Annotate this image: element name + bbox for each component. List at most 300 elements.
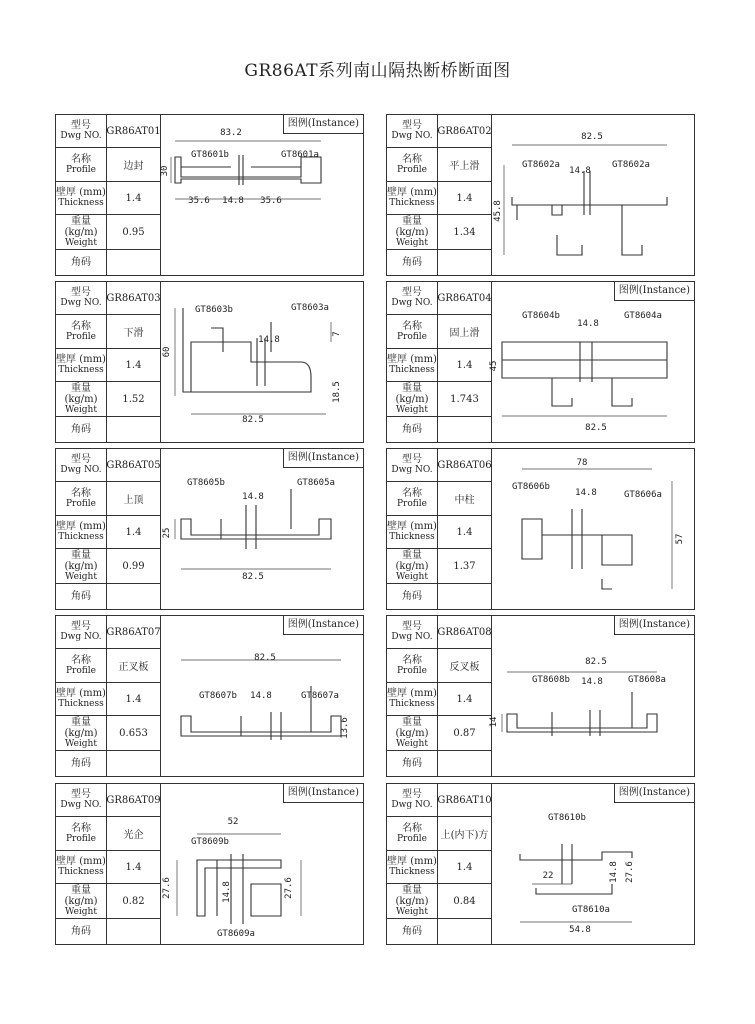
spec-label-cn: 型号 [71, 120, 91, 131]
thickness-row [387, 683, 491, 716]
profile-drawing [489, 282, 694, 442]
spec-label [387, 584, 438, 609]
spec-label [387, 616, 438, 648]
dimension-value: 14.8 [577, 319, 599, 329]
spec-value: 0.87 [453, 727, 476, 739]
profile-drawing [489, 616, 694, 776]
weight-row [56, 716, 160, 751]
spec-value [438, 919, 491, 944]
spec-label-en: Dwg NO. [391, 465, 433, 475]
spec-label-en: Dwg NO. [391, 131, 433, 141]
spec-label [387, 482, 438, 515]
spec-label-en: Profile [397, 665, 427, 676]
spec-label-en: Weight [65, 404, 97, 415]
dimension-value: 7 [332, 331, 342, 337]
spec-label-cn: 角码 [71, 758, 91, 769]
spec-label-en: Profile [66, 665, 96, 676]
spec-value: GR86AT08 [437, 626, 492, 638]
spec-label [56, 784, 107, 816]
spec-label-cn: 名称 [71, 153, 91, 165]
spec-label-cn: 角码 [71, 424, 91, 435]
spec-label-en: Weight [65, 571, 97, 582]
spec-label [56, 417, 107, 442]
spec-label-en: Thickness [58, 365, 104, 375]
spec-label-cn: 名称 [71, 822, 91, 834]
spec-value: 1.4 [125, 693, 142, 705]
dwg-row [56, 784, 160, 817]
dimension-value: 35.6 [260, 196, 282, 206]
spec-label [387, 884, 438, 918]
spec-label-cn: 壁厚 (mm) [56, 688, 106, 699]
weight-row [56, 215, 160, 250]
spec-label-en: Thickness [58, 532, 104, 542]
spec-label [387, 382, 438, 416]
profile-card [386, 783, 695, 945]
corner-row [387, 919, 491, 944]
spec-label-cn: 名称 [402, 654, 422, 666]
thickness-row [56, 182, 160, 215]
spec-label-cn: 名称 [402, 153, 422, 165]
dimension-value: 82.5 [581, 132, 603, 142]
spec-label [56, 148, 107, 181]
spec-label-cn: 型号 [402, 454, 422, 465]
spec-label-en: Thickness [389, 198, 435, 208]
spec-label [387, 250, 438, 275]
profile-card [386, 615, 695, 777]
spec-value [107, 250, 160, 275]
dwg-row [387, 449, 491, 482]
dimension-value: 52 [227, 817, 239, 827]
spec-table [56, 449, 161, 609]
spec-label [387, 115, 438, 147]
dimension-value: 14.8 [581, 677, 603, 687]
thickness-row [56, 516, 160, 549]
spec-label [387, 282, 438, 314]
spec-label [56, 516, 107, 548]
spec-label-en: Dwg NO. [391, 632, 433, 642]
dimension-value: 83.2 [220, 128, 242, 138]
spec-value: GR86AT07 [106, 626, 161, 638]
corner-row [387, 250, 491, 275]
spec-label-cn: 重量 (kg/m) [395, 716, 429, 739]
spec-label-cn: 重量 (kg/m) [395, 382, 429, 405]
dwg-row [56, 282, 160, 315]
spec-label [56, 449, 107, 481]
profile-drawing [161, 282, 363, 442]
weight-row [387, 215, 491, 250]
spec-label-cn: 重量 (kg/m) [64, 884, 98, 907]
spec-label-cn: 重量 (kg/m) [64, 382, 98, 405]
spec-label [56, 584, 107, 609]
weight-row [56, 884, 160, 919]
spec-label [387, 349, 438, 381]
spec-label-cn: 名称 [402, 320, 422, 332]
spec-value: GR86AT02 [437, 125, 492, 137]
spec-value: 0.653 [119, 727, 148, 739]
strip-label: GT8606a [624, 490, 662, 500]
spec-label-cn: 名称 [402, 822, 422, 834]
spec-table [387, 115, 492, 275]
strip-label: GT8607a [301, 691, 339, 701]
spec-label [387, 851, 438, 883]
profile-outline [512, 171, 667, 255]
spec-label-en: Weight [396, 571, 428, 582]
spec-label-en: Thickness [58, 198, 104, 208]
spec-label-en: Dwg NO. [60, 298, 102, 308]
dimension-value: 25 [162, 527, 172, 539]
spec-label [387, 549, 438, 583]
spec-label-en: Profile [66, 164, 96, 175]
spec-value: 正叉板 [118, 662, 149, 673]
dimension-value: 82.5 [585, 423, 607, 433]
spec-label-en: Weight [65, 738, 97, 749]
spec-label [387, 817, 438, 850]
strip-label: GT8603a [291, 303, 329, 313]
profile-drawing [492, 115, 694, 275]
strip-label: GT8602a [522, 160, 560, 170]
strip-label: GT8606b [512, 482, 550, 492]
spec-label [387, 716, 438, 750]
profile-card [55, 448, 364, 610]
spec-value: GR86AT01 [106, 125, 161, 137]
spec-value: 1.4 [125, 192, 142, 204]
spec-value: 0.99 [122, 560, 145, 572]
dimension-value: 14.8 [242, 492, 264, 502]
spec-label-cn: 角码 [402, 591, 422, 602]
spec-label-cn: 型号 [402, 120, 422, 131]
dimension-value: 57 [675, 533, 685, 545]
dimension-value: 60 [162, 346, 172, 358]
spec-value: 1.4 [125, 359, 142, 371]
spec-label [56, 115, 107, 147]
spec-value: 1.4 [125, 526, 142, 538]
spec-label-cn: 角码 [402, 257, 422, 268]
spec-label-en: Thickness [58, 699, 104, 709]
dimension-value: 54.8 [569, 925, 591, 935]
dimension-value: 82.5 [585, 657, 607, 667]
profile-card [55, 281, 364, 443]
spec-label [56, 716, 107, 750]
spec-value: 上(内下)方 [440, 830, 489, 841]
spec-value: 1.4 [456, 359, 473, 371]
dimension-value: 13.6 [340, 717, 350, 739]
profile-outline [502, 342, 667, 406]
spec-value: 0.95 [122, 226, 145, 238]
spec-label-en: Thickness [389, 699, 435, 709]
profile-outline [183, 308, 311, 392]
profile-drawing [492, 449, 694, 609]
profile-card [55, 114, 364, 276]
spec-label [56, 919, 107, 944]
profile-drawing [161, 784, 363, 944]
corner-row [387, 584, 491, 609]
spec-label-cn: 型号 [402, 789, 422, 800]
profile-card [55, 615, 364, 777]
spec-table [56, 784, 161, 944]
spec-label-cn: 角码 [402, 424, 422, 435]
spec-label-en: Profile [397, 331, 427, 342]
spec-label [387, 784, 438, 816]
spec-label [56, 315, 107, 348]
spec-label-cn: 名称 [71, 654, 91, 666]
spec-label-en: Weight [396, 404, 428, 415]
profile-row [56, 315, 160, 349]
dwg-row [387, 616, 491, 649]
spec-label-en: Thickness [58, 867, 104, 877]
strip-label: GT8610a [572, 905, 610, 915]
profile-outline [507, 692, 657, 736]
spec-value: 1.4 [456, 693, 473, 705]
strip-label: GT8601b [191, 150, 229, 160]
dimension-value: 45.8 [493, 200, 503, 222]
corner-row [56, 417, 160, 442]
profile-row [56, 482, 160, 516]
spec-table [56, 282, 161, 442]
spec-value [107, 417, 160, 442]
spec-label [56, 182, 107, 214]
spec-value: 边封 [123, 161, 144, 172]
spec-label-en: Profile [66, 498, 96, 509]
spec-label-cn: 重量 (kg/m) [64, 716, 98, 739]
spec-label [387, 751, 438, 776]
spec-label [56, 482, 107, 515]
spec-value: 1.4 [125, 861, 142, 873]
spec-label [56, 549, 107, 583]
corner-row [56, 250, 160, 275]
instance-legend: 图例(Instance) [283, 616, 363, 635]
spec-label [387, 315, 438, 348]
profile-card [386, 448, 695, 610]
profile-row [387, 315, 491, 349]
spec-label-cn: 型号 [71, 287, 91, 298]
spec-label [387, 516, 438, 548]
strip-label: GT8601a [281, 150, 319, 160]
spec-label-cn: 壁厚 (mm) [387, 354, 437, 365]
profile-card [386, 281, 695, 443]
spec-label [56, 382, 107, 416]
spec-label [387, 215, 438, 249]
thickness-row [387, 851, 491, 884]
spec-label-en: Thickness [389, 867, 435, 877]
corner-row [56, 919, 160, 944]
spec-value: 1.743 [450, 393, 479, 405]
dimension-value: 30 [160, 165, 170, 177]
spec-label [56, 282, 107, 314]
profile-row [56, 817, 160, 851]
dwg-row [387, 282, 491, 315]
spec-value: GR86AT04 [437, 292, 492, 304]
spec-label-en: Dwg NO. [391, 298, 433, 308]
spec-table [56, 115, 161, 275]
profile-row [387, 148, 491, 182]
spec-value: 1.4 [456, 192, 473, 204]
spec-label-en: Dwg NO. [60, 131, 102, 141]
spec-value: 光企 [123, 830, 144, 841]
spec-value: 0.84 [453, 895, 476, 907]
dwg-row [56, 115, 160, 148]
profile-row [387, 817, 491, 851]
strip-label: GT8609a [217, 929, 255, 939]
spec-value: GR86AT05 [106, 459, 161, 471]
spec-value [107, 919, 160, 944]
thickness-row [387, 516, 491, 549]
spec-label-cn: 壁厚 (mm) [387, 688, 437, 699]
profile-row [56, 649, 160, 683]
spec-label [387, 683, 438, 715]
spec-label-cn: 壁厚 (mm) [56, 521, 106, 532]
thickness-row [387, 349, 491, 382]
dimension-value: 22 [542, 871, 554, 881]
spec-label [387, 417, 438, 442]
spec-value: 反叉板 [449, 662, 480, 673]
weight-row [387, 716, 491, 751]
strip-label: GT8608a [628, 675, 666, 685]
strip-label: GT8605b [187, 478, 225, 488]
spec-value: 下滑 [123, 328, 144, 339]
dimension-value: 27.6 [625, 861, 635, 883]
spec-label-en: Profile [397, 164, 427, 175]
profile-row [387, 649, 491, 683]
spec-label [56, 683, 107, 715]
spec-value [438, 250, 491, 275]
spec-value: 0.82 [122, 895, 145, 907]
spec-value: 上顶 [123, 495, 144, 506]
strip-label: GT8602a [612, 160, 650, 170]
page-title: GR86AT系列南山隔热断桥断面图 [244, 61, 511, 81]
spec-label-cn: 角码 [402, 758, 422, 769]
thickness-row [387, 182, 491, 215]
spec-label-en: Dwg NO. [60, 800, 102, 810]
spec-label [56, 851, 107, 883]
dimension-value: 14.8 [609, 861, 619, 883]
dimension-value: 82.5 [254, 653, 276, 663]
spec-label-cn: 名称 [402, 487, 422, 499]
dimension-value: 14.8 [569, 166, 591, 176]
spec-label-en: Weight [396, 738, 428, 749]
spec-label-cn: 角码 [402, 926, 422, 937]
spec-label [56, 817, 107, 850]
instance-legend: 图例(Instance) [614, 784, 694, 803]
profile-row [387, 482, 491, 516]
strip-label: GT8604b [522, 311, 560, 321]
spec-label-cn: 角码 [71, 257, 91, 268]
dwg-row [387, 784, 491, 817]
spec-value: GR86AT03 [106, 292, 161, 304]
dimension-value: 14.8 [222, 881, 232, 903]
strip-label: GT8603b [195, 305, 233, 315]
spec-label-cn: 壁厚 (mm) [387, 521, 437, 532]
spec-value: GR86AT06 [437, 459, 492, 471]
spec-label-cn: 壁厚 (mm) [56, 354, 106, 365]
strip-label: GT8610b [548, 813, 586, 823]
spec-label-cn: 型号 [71, 454, 91, 465]
spec-table [387, 282, 492, 442]
dwg-row [387, 115, 491, 148]
spec-value: 1.52 [122, 393, 145, 405]
spec-value: 固上滑 [449, 328, 480, 339]
spec-label-en: Weight [396, 237, 428, 248]
profile-outline [522, 509, 632, 589]
spec-value [107, 584, 160, 609]
dimension-value: 82.5 [242, 415, 264, 425]
spec-label [387, 148, 438, 181]
dimension-value: 18.5 [332, 381, 342, 403]
spec-label-en: Thickness [389, 532, 435, 542]
spec-label-cn: 壁厚 (mm) [387, 187, 437, 198]
spec-label [56, 884, 107, 918]
dimension-value: 14 [489, 716, 499, 728]
profile-card [55, 783, 364, 945]
spec-value [438, 584, 491, 609]
spec-value: 1.37 [453, 560, 476, 572]
spec-label-cn: 型号 [71, 621, 91, 632]
spec-label-en: Weight [396, 906, 428, 917]
spec-label-cn: 型号 [402, 287, 422, 298]
spec-label-en: Dwg NO. [60, 632, 102, 642]
spec-label [56, 751, 107, 776]
spec-value: GR86AT09 [106, 794, 161, 806]
spec-label-cn: 壁厚 (mm) [56, 187, 106, 198]
spec-label [387, 182, 438, 214]
spec-label [56, 215, 107, 249]
spec-label [56, 616, 107, 648]
dwg-row [56, 616, 160, 649]
spec-label-cn: 重量 (kg/m) [395, 215, 429, 238]
profile-drawing [161, 115, 363, 275]
instance-legend: 图例(Instance) [614, 616, 694, 635]
dimension-value: 82.5 [242, 572, 264, 582]
corner-row [56, 584, 160, 609]
dimension-value: 27.6 [284, 877, 294, 899]
spec-label-cn: 名称 [71, 487, 91, 499]
spec-label-cn: 角码 [71, 926, 91, 937]
spec-value: GR86AT10 [437, 794, 492, 806]
spec-label-cn: 重量 (kg/m) [64, 215, 98, 238]
strip-label: GT8604a [624, 311, 662, 321]
spec-label-en: Profile [66, 833, 96, 844]
spec-table [387, 784, 492, 944]
weight-row [387, 884, 491, 919]
instance-legend: 图例(Instance) [283, 115, 363, 134]
profile-drawing [161, 616, 363, 776]
dimension-value: 78 [576, 458, 588, 468]
weight-row [56, 382, 160, 417]
spec-label-en: Weight [65, 237, 97, 248]
spec-label [387, 649, 438, 682]
spec-value: 平上滑 [449, 161, 480, 172]
spec-label-en: Dwg NO. [391, 800, 433, 810]
corner-row [56, 751, 160, 776]
profile-card [386, 114, 695, 276]
spec-label-cn: 型号 [71, 789, 91, 800]
spec-label-cn: 重量 (kg/m) [395, 884, 429, 907]
spec-label [387, 919, 438, 944]
spec-table [387, 616, 492, 776]
spec-value: 1.4 [456, 861, 473, 873]
spec-value [107, 751, 160, 776]
spec-label-en: Profile [397, 833, 427, 844]
weight-row [56, 549, 160, 584]
weight-row [387, 382, 491, 417]
spec-label-cn: 壁厚 (mm) [387, 856, 437, 867]
spec-table [387, 449, 492, 609]
spec-label-cn: 角码 [71, 591, 91, 602]
weight-row [387, 549, 491, 584]
corner-row [387, 417, 491, 442]
corner-row [387, 751, 491, 776]
dimension-value: 45 [489, 360, 499, 372]
spec-label [56, 349, 107, 381]
